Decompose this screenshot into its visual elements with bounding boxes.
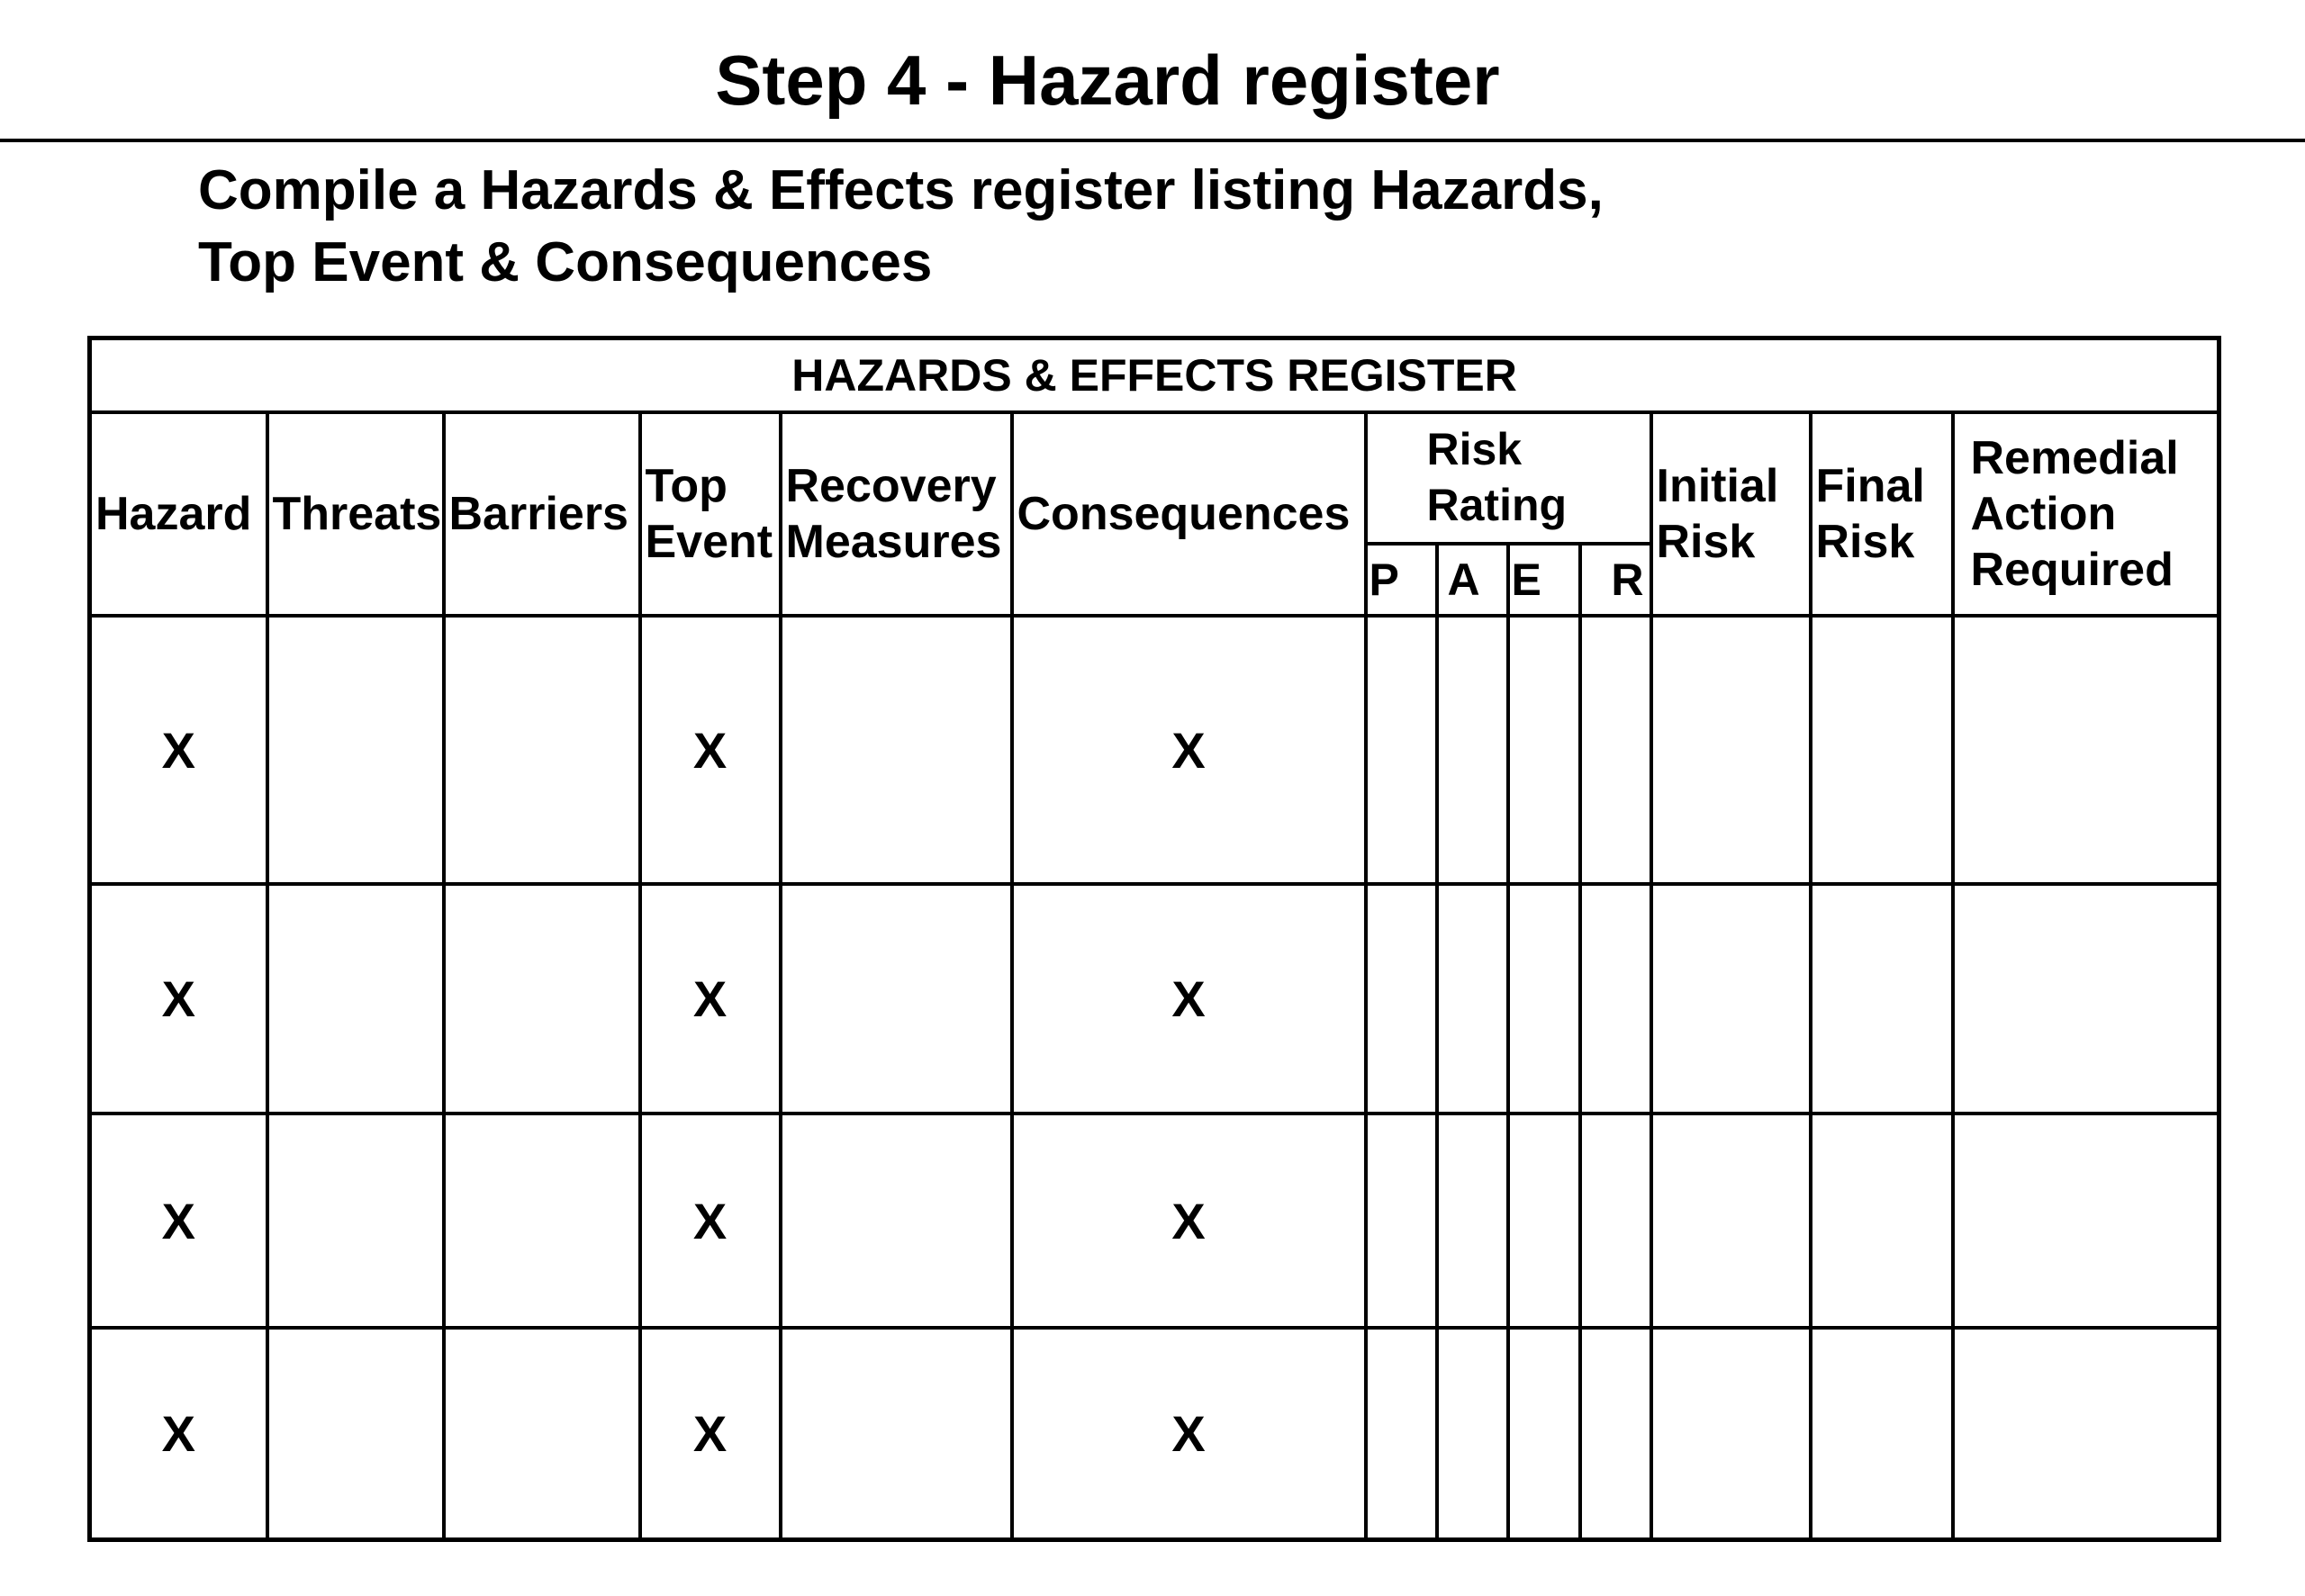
row-2-risk-a	[1437, 884, 1508, 1114]
row-3-recovery-measures	[781, 1114, 1012, 1328]
row-4-barriers	[444, 1328, 640, 1539]
header-risk-rating-line-2: Rating	[1426, 480, 1568, 530]
row-3-risk-e	[1508, 1114, 1580, 1328]
row-2-hazard: X	[90, 884, 267, 1114]
row-3-final-risk	[1811, 1114, 1953, 1328]
row-1-final-risk	[1811, 616, 1953, 884]
header-consequences: Consequences	[1012, 412, 1366, 616]
row-3-remedial-action	[1953, 1114, 2219, 1328]
header-threats: Threats	[267, 412, 444, 616]
row-1-initial-risk	[1651, 616, 1811, 884]
row-1-top-event: X	[640, 616, 781, 884]
header-remedial-action	[1953, 412, 2219, 616]
header-recovery-measures	[781, 412, 1012, 616]
header-top-event	[640, 412, 781, 616]
row-2-recovery-measures	[781, 884, 1012, 1114]
row-2-threats	[267, 884, 444, 1114]
row-3-risk-r	[1580, 1114, 1651, 1328]
row-1-threats	[267, 616, 444, 884]
row-3-initial-risk	[1651, 1114, 1811, 1328]
header-remedial-line-1: Remedial	[1970, 432, 2179, 484]
row-2-top-event: X	[640, 884, 781, 1114]
header-top-event-line-2: Event	[645, 516, 773, 568]
row-2-risk-e	[1508, 884, 1580, 1114]
row-3-risk-a	[1437, 1114, 1508, 1328]
row-3-top-event: X	[640, 1114, 781, 1328]
row-2-risk-r	[1580, 884, 1651, 1114]
row-3-barriers	[444, 1114, 640, 1328]
header-top-event-line-1: Top	[645, 460, 728, 512]
row-1-risk-a	[1437, 616, 1508, 884]
row-4-final-risk	[1811, 1328, 1953, 1539]
header-final-risk-line-2: Risk	[1815, 516, 1915, 568]
row-1-recovery-measures	[781, 616, 1012, 884]
row-2-consequences: X	[1012, 884, 1366, 1114]
row-4-top-event: X	[640, 1328, 781, 1539]
page-title: Step 4 - Hazard register	[715, 41, 1500, 120]
header-risk-a: A	[1437, 544, 1508, 616]
row-1-risk-p	[1366, 616, 1437, 884]
row-2-final-risk	[1811, 884, 1953, 1114]
table-row	[90, 884, 2219, 1114]
header-risk-rating	[1366, 412, 1651, 544]
header-final-risk	[1811, 412, 1953, 616]
header-initial-risk	[1651, 412, 1811, 616]
row-3-hazard: X	[90, 1114, 267, 1328]
page-subtitle	[198, 155, 1909, 299]
subtitle-line-2: Top Event & Consequences	[198, 231, 933, 293]
row-4-hazard: X	[90, 1328, 267, 1539]
table-row	[90, 1328, 2219, 1539]
row-4-initial-risk	[1651, 1328, 1811, 1539]
row-1-remedial-action	[1953, 616, 2219, 884]
subtitle-line-1: Compile a Hazards & Effects register listing Hazards,	[198, 159, 1604, 221]
header-risk-e: E	[1508, 544, 1580, 616]
row-1-risk-e	[1508, 616, 1580, 884]
header-risk-r: R	[1580, 544, 1651, 616]
row-1-risk-r	[1580, 616, 1651, 884]
header-final-risk-line-1: Final	[1815, 460, 1925, 512]
row-2-risk-p	[1366, 884, 1437, 1114]
row-4-risk-r	[1580, 1328, 1651, 1539]
row-4-recovery-measures	[781, 1328, 1012, 1539]
row-4-risk-e	[1508, 1328, 1580, 1539]
header-recovery-line-2: Measures	[785, 516, 1002, 568]
header-risk-p: P	[1366, 544, 1437, 616]
header-recovery-line-1: Recovery	[785, 460, 997, 512]
header-hazard: Hazard	[90, 412, 267, 616]
register-title: HAZARDS & EFFECTS REGISTER	[90, 338, 2219, 413]
hazards-effects-register-table	[87, 336, 2221, 1542]
header-initial-risk-line-1: Initial	[1656, 460, 1779, 512]
header-remedial-line-2: Action	[1970, 488, 2117, 540]
row-1-barriers	[444, 616, 640, 884]
row-3-risk-p	[1366, 1114, 1437, 1328]
header-risk-rating-line-1: Risk	[1426, 424, 1523, 474]
title-divider	[0, 139, 2305, 142]
row-4-risk-p	[1366, 1328, 1437, 1539]
row-2-initial-risk	[1651, 884, 1811, 1114]
row-4-risk-a	[1437, 1328, 1508, 1539]
row-4-consequences: X	[1012, 1328, 1366, 1539]
table-row	[90, 1114, 2219, 1328]
row-2-remedial-action	[1953, 884, 2219, 1114]
row-4-remedial-action	[1953, 1328, 2219, 1539]
table-row	[90, 616, 2219, 884]
row-4-threats	[267, 1328, 444, 1539]
row-3-consequences: X	[1012, 1114, 1366, 1328]
row-2-barriers	[444, 884, 640, 1114]
header-barriers: Barriers	[444, 412, 640, 616]
row-3-threats	[267, 1114, 444, 1328]
header-initial-risk-line-2: Risk	[1656, 516, 1756, 568]
header-remedial-line-3: Required	[1970, 544, 2174, 596]
row-1-hazard: X	[90, 616, 267, 884]
row-1-consequences: X	[1012, 616, 1366, 884]
